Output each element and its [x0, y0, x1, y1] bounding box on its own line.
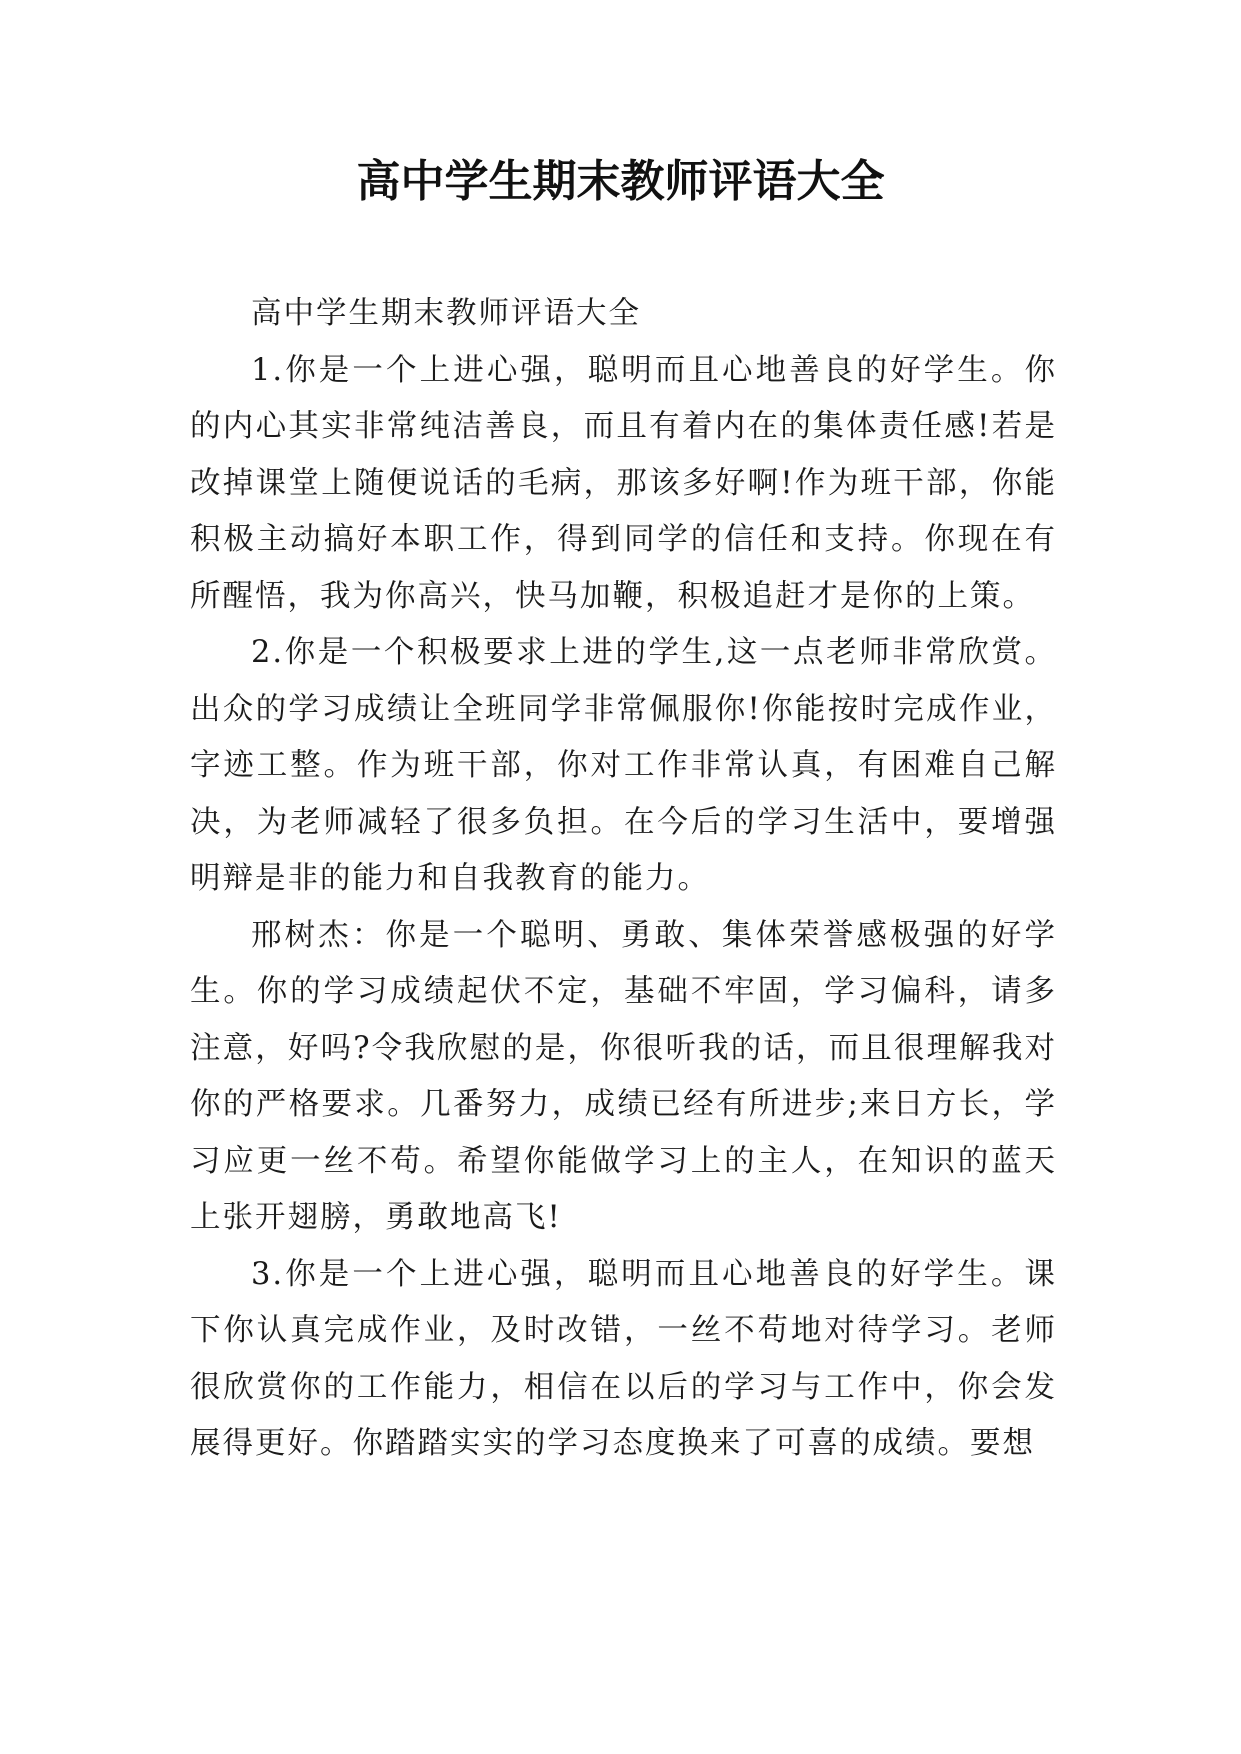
paragraph: 1.你是一个上进心强，聪明而且心地善良的好学生。你的内心其实非常纯洁善良，而且有着内在的集体责任感!若是改掉课堂上随便说话的毛病，那该多好啊!作为班干部，你能积极主动搞好本职工作，得到同学的信任和支持。你现在有所醒悟，我为你高兴，快马加鞭，积极追赶才是你的上策。 [190, 352, 1057, 614]
document-body [190, 286, 1057, 1473]
paragraph: 2.你是一个积极要求上进的学生,这一点老师非常欣赏。出众的学习成绩让全班同学非常佩服你!你能按时完成作业，字迹工整。作为班干部，你对工作非常认真，有困难自己解决，为老师减轻了很多负担。在今后的学习生活中，要增强明辩是非的能力和自我教育的能力。 [190, 635, 1057, 896]
paragraph: 3.你是一个上进心强，聪明而且心地善良的好学生。课下你认真完成作业，及时改错，一丝不苟地对待学习。老师很欣赏你的工作能力，相信在以后的学习与工作中，你会发展得更好。你踏踏实实的学习态度换来了可喜的成绩。要想 [190, 1256, 1057, 1461]
subtitle-paragraph: 高中学生期末教师评语大全 [251, 296, 641, 331]
document-title: 高中学生期末教师评语大全 [356, 156, 885, 207]
paragraph: 邢树杰：你是一个聪明、勇敢、集体荣誉感极强的好学生。你的学习成绩起伏不定，基础不牢固，学习偏科，请多注意，好吗?令我欣慰的是，你很听我的话，而且很理解我对你的严格要求。几番努力，成绩已经有所进步;来日方长，学习应更一丝不苟。希望你能做学习上的主人，在知识的蓝天上张开翅膀，勇敢地高飞! [190, 917, 1057, 1235]
